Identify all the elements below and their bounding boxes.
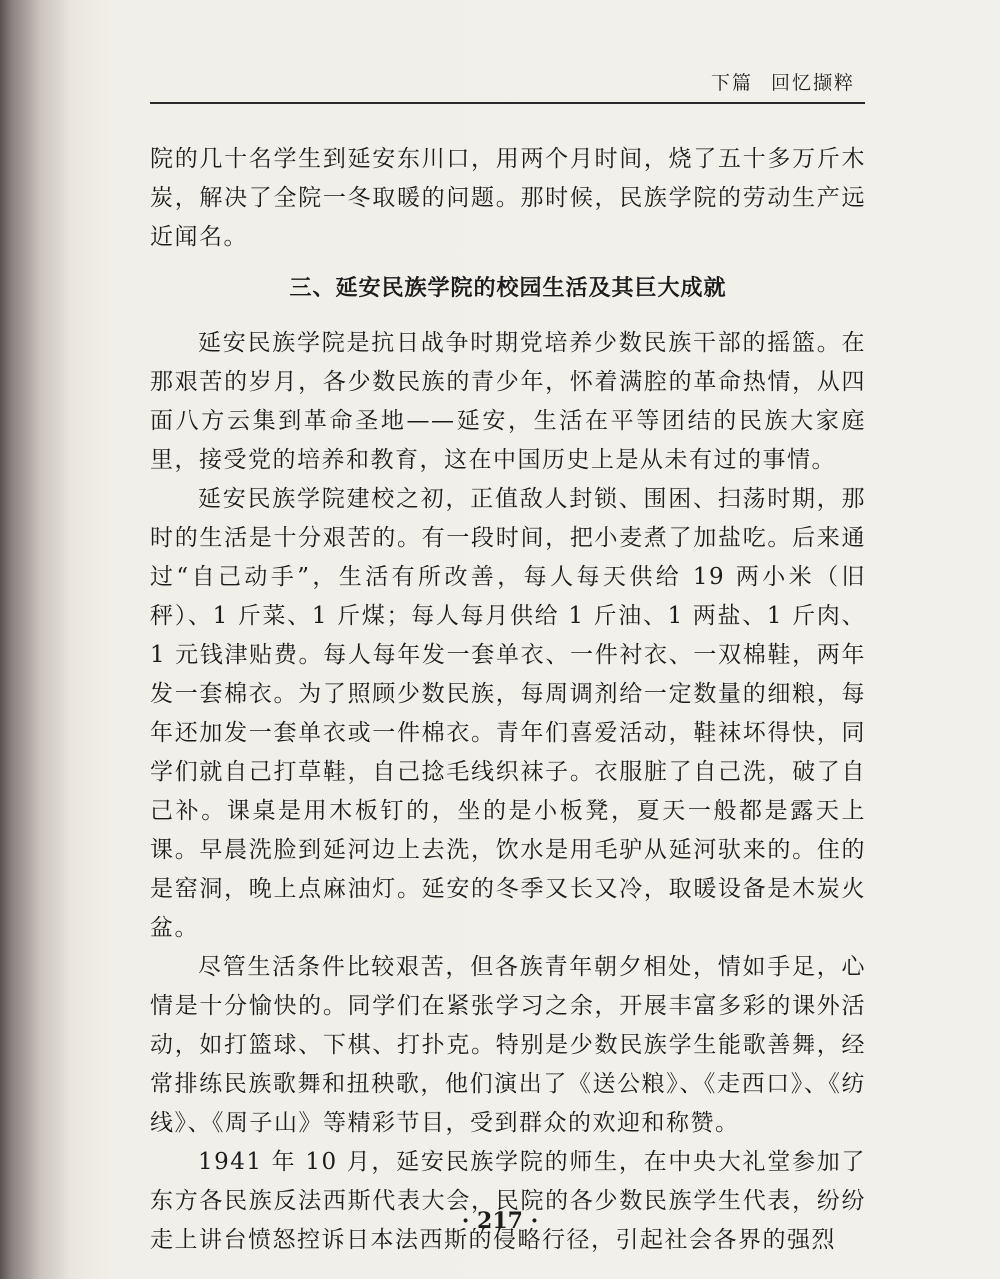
paragraph: 延安民族学院建校之初，正值敌人封锁、围困、扫荡时期，那时的生活是十分艰苦的。有一段时间，把小麦煮了加盐吃。后来通过“自己动手”，生活有所改善，每人每天供给 19 两小米（旧秤）、1 斤菜、1 斤煤；每人每月供给 1 斤油、1 两盐、1 斤肉、1 元钱津贴费。每人每年发一套单衣、一件衬衣、一双棉鞋，两年发一套棉衣。为了照顾少数民族，每周调剂给一定数量的细粮，每年还加发一套单衣或一件棉衣。青年们喜爱活动，鞋袜坏得快，同学们就自己打草鞋，自己捻毛线织袜子。衣服脏了自己洗，破了自己补。课桌是用木板钉的，坐的是小板凳，夏天一般都是露天上课。早晨洗脸到延河边上去洗，饮水是用毛驴从延河驮来的。住的是窑洞，晚上点麻油灯。延安的冬季又长又冷，取暖设备是木炭火盆。	[150, 486, 866, 941]
page-number: · 217 ·	[461, 1208, 539, 1234]
header-part: 下篇	[710, 72, 753, 94]
body-text	[150, 140, 866, 1260]
running-header	[150, 58, 865, 104]
section-heading: 三、延安民族学院的校园生活及其巨大成就	[289, 276, 727, 301]
paragraph: 尽管生活条件比较艰苦，但各族青年朝夕相处，情如手足，心情是十分愉快的。同学们在紧张学习之余，开展丰富多彩的课外活动，如打篮球、下棋、打扑克。特别是少数民族学生能歌善舞，经常排练民族歌舞和扭秧歌，他们演出了《送公粮》、《走西口》、《纺线》、《周子山》等精彩节目，受到群众的欢迎和称赞。	[150, 954, 866, 1136]
paragraph: 1941 年 10 月，延安民族学院的师生，在中央大礼堂参加了东方各民族反法西斯代表大会，民院的各少数民族学生代表，纷纷走上讲台愤怒控诉日本法西斯的侵略行径，引起社会各界的强烈	[150, 1149, 866, 1253]
paragraph: 延安民族学院是抗日战争时期党培养少数民族干部的摇篮。在那艰苦的岁月，各少数民族的青少年，怀着满腔的革命热情，从四面八方云集到革命圣地——延安，生活在平等团结的民族大家庭里，接受党的培养和教育，这在中国历史上是从未有过的事情。	[150, 330, 866, 473]
header-text	[693, 68, 855, 95]
intro-paragraph: 院的几十名学生到延安东川口，用两个月时间，烧了五十多万斤木炭，解决了全院一冬取暖的问题。那时候，民族学院的劳动生产远近闻名。	[150, 146, 866, 250]
header-title: 回忆撷粹	[770, 72, 855, 94]
